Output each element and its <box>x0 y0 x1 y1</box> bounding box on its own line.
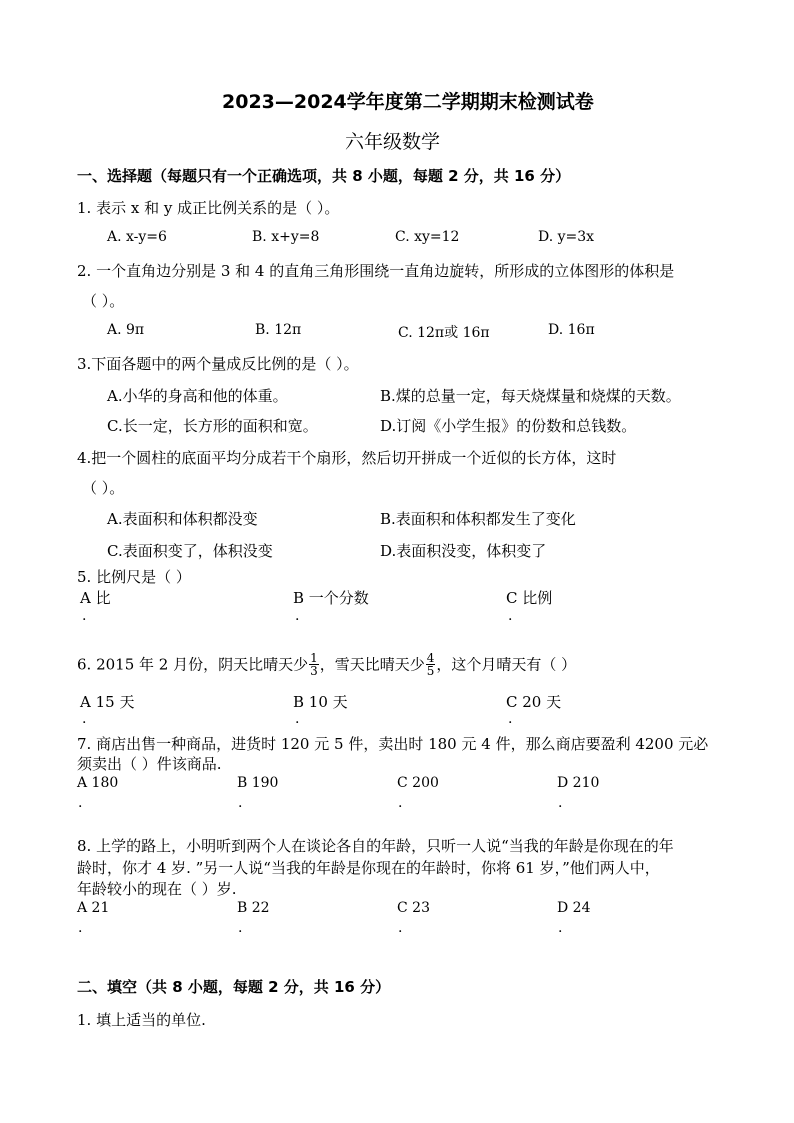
fraction-numerator: 4 <box>426 651 435 665</box>
q4-option-d: D.表面积没变，体积变了 <box>380 542 547 560</box>
fraction-four-fifths <box>426 652 436 677</box>
question-3-text: 3.下面各题中的两个量成反比例的是（ ）。 <box>77 355 359 373</box>
q3-option-b: B.煤的总量一定，每天烧煤量和烧煤的天数。 <box>380 387 681 405</box>
q5-option-c: C 比例 <box>506 589 553 607</box>
page-title: 2023—2024学年度第二学期期末检测试卷 <box>222 91 594 113</box>
question-7-line2: 须卖出（ ）件该商品. <box>77 755 222 773</box>
q8-dot-d: . <box>558 920 563 936</box>
question-2-line1: 2. 一个直角边分别是 3 和 4 的直角三角形围绕一直角边旋转，所形成的立体图形的体积是 <box>77 262 675 280</box>
question-8-line1: 8. 上学的路上，小明听到两个人在谈论各自的年龄，只听一人说“当我的年龄是你现在的年 <box>77 837 674 855</box>
q7-option-c: C 200 <box>397 775 439 791</box>
q7-dot-b: . <box>238 795 243 811</box>
question-7-line1: 7. 商店出售一种商品，进货时 120 元 5 件，卖出时 180 元 4 件，那么商店要盈利 4200 元必 <box>77 735 709 753</box>
q2-option-c: C. 12π或 16π <box>398 325 490 341</box>
q2-option-d: D. 16π <box>548 322 595 338</box>
q7-option-d: D 210 <box>557 775 600 791</box>
q5-dot-c: . <box>508 608 513 624</box>
q8-dot-c: . <box>398 920 403 936</box>
q6-part1: 6. 2015 年 2 月份，阴天比晴天少 <box>77 655 309 674</box>
q6-dot-a: . <box>82 711 87 727</box>
q6-option-c: C 20 天 <box>506 693 562 711</box>
q6-dot-c: . <box>508 711 513 727</box>
q4-option-c: C.表面积变了，体积没变 <box>107 542 273 560</box>
q6-option-b: B 10 天 <box>293 693 348 711</box>
question-2-line2: （ ）。 <box>82 292 125 310</box>
q5-dot-a: . <box>82 608 87 624</box>
q8-option-c: C 23 <box>397 900 430 916</box>
page-subtitle: 六年级数学 <box>345 131 441 153</box>
question-4-line2: （ ）。 <box>82 479 125 497</box>
q8-dot-b: . <box>238 920 243 936</box>
q1-option-b: B. x+y=8 <box>252 229 320 245</box>
q7-dot-a: . <box>78 795 83 811</box>
q5-option-a: A 比 <box>80 589 111 607</box>
q5-dot-b: . <box>295 608 300 624</box>
q1-option-c: C. xy=12 <box>395 229 460 245</box>
q6-option-a: A 15 天 <box>80 693 135 711</box>
q5-option-b: B 一个分数 <box>293 589 369 607</box>
q1-option-a: A. x-y=6 <box>107 229 167 245</box>
q3-option-a: A.小华的身高和他的体重。 <box>107 387 288 405</box>
q4-option-a: A.表面积和体积都没变 <box>107 510 258 528</box>
q2-option-b: B. 12π <box>255 322 302 338</box>
q7-dot-d: . <box>558 795 563 811</box>
q8-option-a: A 21 <box>77 900 110 916</box>
section-heading-choice: 一、选择题（每题只有一个正确选项，共 8 小题，每题 2 分，共 16 分） <box>77 167 571 185</box>
q7-option-b: B 190 <box>237 775 279 791</box>
section-heading-fill: 二、填空（共 8 小题，每题 2 分，共 16 分） <box>77 978 391 996</box>
q3-option-d: D.订阅《小学生报》的份数和总钱数。 <box>380 417 637 435</box>
question-6-text <box>77 653 576 678</box>
q2-option-a: A. 9π <box>107 322 145 338</box>
q7-option-a: A 180 <box>77 775 119 791</box>
fraction-numerator: 1 <box>310 651 318 665</box>
question-5-text: 5. 比例尺是（ ） <box>77 568 191 586</box>
fraction-one-third <box>309 652 319 677</box>
q6-part2: ，雪天比晴天少 <box>319 655 425 674</box>
q7-dot-c: . <box>398 795 403 811</box>
q8-option-b: B 22 <box>237 900 270 916</box>
question-4-line1: 4.把一个圆柱的底面平均分成若干个扇形，然后切开拼成一个近似的长方体，这时 <box>77 449 617 467</box>
question-8-line2: 龄时，你才 4 岁. ”另一人说“当我的年龄是你现在的年龄时，你将 61 岁，”他们两人中， <box>77 859 660 877</box>
q1-option-d: D. y=3x <box>538 229 595 245</box>
q4-option-b: B.表面积和体积都发生了变化 <box>380 510 576 528</box>
q6-dot-b: . <box>295 711 300 727</box>
fraction-denominator: 5 <box>426 664 435 678</box>
q6-part3: ，这个月晴天有（ ） <box>436 655 577 674</box>
question-8-line3: 年龄较小的现在（ ）岁. <box>77 880 237 898</box>
q8-option-d: D 24 <box>557 900 591 916</box>
question-1-text: 1. 表示 x 和 y 成正比例关系的是（ ）。 <box>77 199 340 217</box>
q8-dot-a: . <box>78 920 83 936</box>
fill-question-1-text: 1. 填上适当的单位. <box>77 1011 206 1029</box>
fraction-denominator: 3 <box>310 664 318 678</box>
q3-option-c: C.长一定，长方形的面积和宽。 <box>107 417 318 435</box>
